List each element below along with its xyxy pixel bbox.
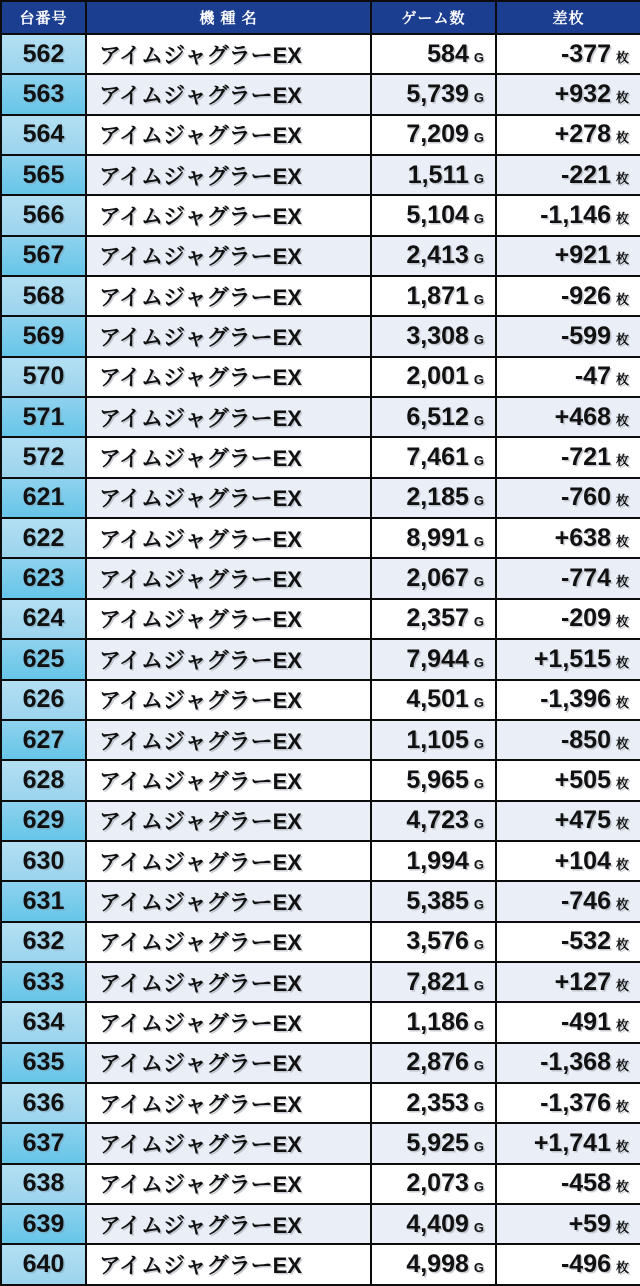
game-count-cell <box>371 195 496 235</box>
diff-medals-unit: 枚 <box>615 412 629 428</box>
game-count-value: 584 <box>427 39 469 68</box>
machine-number-cell: 624 <box>1 599 86 639</box>
game-count-unit: G <box>473 170 484 186</box>
machine-number-cell: 633 <box>1 962 86 1002</box>
model-name-cell: アイムジャグラーEX <box>86 680 371 720</box>
diff-medals-unit: 枚 <box>615 1260 629 1276</box>
diff-medals-unit: 枚 <box>615 614 629 630</box>
game-count-cell <box>371 357 496 397</box>
machine-number-cell: 569 <box>1 316 86 356</box>
diff-medals-cell <box>496 155 640 195</box>
game-count-unit: G <box>473 412 484 428</box>
game-count-unit: G <box>473 695 484 711</box>
diff-medals-value: -209 <box>560 604 611 633</box>
model-name-cell: アイムジャグラーEX <box>86 1043 371 1083</box>
model-name-cell: アイムジャグラーEX <box>86 397 371 437</box>
game-count-cell <box>371 397 496 437</box>
machine-number-cell: 571 <box>1 397 86 437</box>
column-header-machine-number: 台番号 <box>1 1 86 34</box>
table-row[interactable] <box>1 74 640 114</box>
machine-number-cell: 621 <box>1 478 86 518</box>
table-row[interactable] <box>1 437 640 477</box>
diff-medals-value: -774 <box>560 564 611 593</box>
diff-medals-unit: 枚 <box>615 493 629 509</box>
diff-medals-cell <box>496 397 640 437</box>
game-count-value: 4,409 <box>406 1209 469 1238</box>
game-count-cell <box>371 1083 496 1123</box>
diff-medals-unit: 枚 <box>615 937 629 953</box>
machine-number-cell: 629 <box>1 801 86 841</box>
diff-medals-value: -1,376 <box>540 1088 611 1117</box>
game-count-cell <box>371 558 496 598</box>
diff-medals-cell <box>496 518 640 558</box>
table-row[interactable] <box>1 115 640 155</box>
table-row[interactable] <box>1 518 640 558</box>
model-name-cell: アイムジャグラーEX <box>86 801 371 841</box>
table-row[interactable] <box>1 841 640 881</box>
game-count-unit: G <box>473 291 484 307</box>
diff-medals-cell <box>496 316 640 356</box>
machine-number-cell: 562 <box>1 34 86 74</box>
table-row[interactable] <box>1 760 640 800</box>
game-count-value: 2,876 <box>406 1048 469 1077</box>
game-count-unit: G <box>473 1138 484 1154</box>
game-count-unit: G <box>473 816 484 832</box>
table-body <box>1 34 640 1285</box>
column-header-model-name: 機 種 名 <box>86 1 371 34</box>
table-header <box>1 1 640 34</box>
model-name-cell: アイムジャグラーEX <box>86 599 371 639</box>
game-count-value: 2,073 <box>406 1169 469 1198</box>
table-row[interactable] <box>1 316 640 356</box>
machine-number-cell: 622 <box>1 518 86 558</box>
diff-medals-value: +921 <box>554 241 611 270</box>
game-count-value: 7,209 <box>406 120 469 149</box>
game-count-unit: G <box>473 1260 484 1276</box>
table-row[interactable] <box>1 720 640 760</box>
diff-medals-value: -1,146 <box>540 201 611 230</box>
machine-number-cell: 566 <box>1 195 86 235</box>
model-name-cell: アイムジャグラーEX <box>86 1244 371 1285</box>
game-count-cell <box>371 1204 496 1244</box>
table-row[interactable] <box>1 558 640 598</box>
table-row[interactable] <box>1 1123 640 1163</box>
machine-number-cell: 635 <box>1 1043 86 1083</box>
model-name-cell: アイムジャグラーEX <box>86 1083 371 1123</box>
diff-medals-value: -721 <box>560 443 611 472</box>
game-count-cell <box>371 1244 496 1285</box>
diff-medals-cell <box>496 195 640 235</box>
machine-number-cell: 637 <box>1 1123 86 1163</box>
diff-medals-value: +468 <box>554 402 611 431</box>
game-count-cell <box>371 437 496 477</box>
game-count-unit: G <box>473 90 484 106</box>
model-name-cell: アイムジャグラーEX <box>86 34 371 74</box>
game-count-unit: G <box>473 614 484 630</box>
game-count-value: 1,186 <box>406 1007 469 1036</box>
diff-medals-value: -377 <box>560 39 611 68</box>
table-row[interactable] <box>1 276 640 316</box>
game-count-cell <box>371 881 496 921</box>
game-count-unit: G <box>473 453 484 469</box>
game-count-value: 4,501 <box>406 685 469 714</box>
game-count-value: 3,576 <box>406 927 469 956</box>
diff-medals-unit: 枚 <box>615 977 629 993</box>
diff-medals-cell <box>496 74 640 114</box>
diff-medals-value: -1,396 <box>540 685 611 714</box>
diff-medals-cell <box>496 236 640 276</box>
game-count-unit: G <box>473 775 484 791</box>
game-count-cell <box>371 115 496 155</box>
game-count-unit: G <box>473 211 484 227</box>
diff-medals-value: -221 <box>560 160 611 189</box>
game-count-unit: G <box>473 1179 484 1195</box>
machine-number-cell: 632 <box>1 922 86 962</box>
model-name-cell: アイムジャグラーEX <box>86 236 371 276</box>
table-row[interactable] <box>1 1204 640 1244</box>
diff-medals-value: -850 <box>560 725 611 754</box>
game-count-value: 8,991 <box>406 523 469 552</box>
diff-medals-value: +59 <box>568 1209 611 1238</box>
diff-medals-cell <box>496 599 640 639</box>
game-count-value: 2,185 <box>406 483 469 512</box>
diff-medals-unit: 枚 <box>615 291 629 307</box>
diff-medals-unit: 枚 <box>615 90 629 106</box>
game-count-cell <box>371 74 496 114</box>
game-count-value: 5,925 <box>406 1128 469 1157</box>
diff-medals-cell <box>496 1083 640 1123</box>
game-count-unit: G <box>473 251 484 267</box>
diff-medals-cell <box>496 1204 640 1244</box>
machine-number-cell: 565 <box>1 155 86 195</box>
table-row[interactable] <box>1 478 640 518</box>
model-name-cell: アイムジャグラーEX <box>86 478 371 518</box>
model-name-cell: アイムジャグラーEX <box>86 760 371 800</box>
game-count-unit: G <box>473 896 484 912</box>
table-row[interactable] <box>1 1043 640 1083</box>
machine-number-cell: 630 <box>1 841 86 881</box>
diff-medals-cell <box>496 437 640 477</box>
diff-medals-unit: 枚 <box>615 1219 629 1235</box>
diff-medals-value: +278 <box>554 120 611 149</box>
model-name-cell: アイムジャグラーEX <box>86 437 371 477</box>
game-count-value: 5,739 <box>406 80 469 109</box>
diff-medals-unit: 枚 <box>615 130 629 146</box>
diff-medals-value: +1,515 <box>533 644 611 673</box>
game-count-value: 6,512 <box>406 402 469 431</box>
diff-medals-unit: 枚 <box>615 775 629 791</box>
model-name-cell: アイムジャグラーEX <box>86 558 371 598</box>
game-count-cell <box>371 236 496 276</box>
game-count-value: 7,821 <box>406 967 469 996</box>
diff-medals-unit: 枚 <box>615 251 629 267</box>
machine-number-cell: 564 <box>1 115 86 155</box>
diff-medals-unit: 枚 <box>615 1098 629 1114</box>
diff-medals-cell <box>496 922 640 962</box>
table-header-row <box>1 1 640 34</box>
game-count-value: 2,353 <box>406 1088 469 1117</box>
model-name-cell: アイムジャグラーEX <box>86 881 371 921</box>
table-row[interactable] <box>1 680 640 720</box>
diff-medals-cell <box>496 558 640 598</box>
diff-medals-value: -496 <box>560 1250 611 1279</box>
diff-medals-value: -532 <box>560 927 611 956</box>
game-count-unit: G <box>473 1017 484 1033</box>
machine-number-cell: 626 <box>1 680 86 720</box>
game-count-cell <box>371 922 496 962</box>
diff-medals-value: -47 <box>574 362 611 391</box>
game-count-value: 3,308 <box>406 322 469 351</box>
machine-number-cell: 627 <box>1 720 86 760</box>
game-count-unit: G <box>473 1098 484 1114</box>
machine-number-cell: 628 <box>1 760 86 800</box>
machine-number-cell: 639 <box>1 1204 86 1244</box>
machine-number-cell: 568 <box>1 276 86 316</box>
game-count-value: 2,067 <box>406 564 469 593</box>
game-count-value: 5,385 <box>406 886 469 915</box>
diff-medals-value: -599 <box>560 322 611 351</box>
diff-medals-value: +505 <box>554 765 611 794</box>
model-name-cell: アイムジャグラーEX <box>86 720 371 760</box>
model-name-cell: アイムジャグラーEX <box>86 1002 371 1042</box>
game-count-cell <box>371 801 496 841</box>
diff-medals-unit: 枚 <box>615 695 629 711</box>
game-count-unit: G <box>473 735 484 751</box>
game-count-unit: G <box>473 937 484 953</box>
diff-medals-value: -491 <box>560 1007 611 1036</box>
model-name-cell: アイムジャグラーEX <box>86 155 371 195</box>
game-count-cell <box>371 34 496 74</box>
game-count-value: 5,965 <box>406 765 469 794</box>
game-count-unit: G <box>473 1219 484 1235</box>
model-name-cell: アイムジャグラーEX <box>86 841 371 881</box>
game-count-cell <box>371 1002 496 1042</box>
table-row[interactable] <box>1 922 640 962</box>
diff-medals-value: -760 <box>560 483 611 512</box>
game-count-value: 2,357 <box>406 604 469 633</box>
model-name-cell: アイムジャグラーEX <box>86 639 371 679</box>
game-count-value: 4,723 <box>406 806 469 835</box>
model-name-cell: アイムジャグラーEX <box>86 1123 371 1163</box>
table-row[interactable] <box>1 1244 640 1285</box>
model-name-cell: アイムジャグラーEX <box>86 316 371 356</box>
diff-medals-cell <box>496 760 640 800</box>
game-count-cell <box>371 639 496 679</box>
diff-medals-unit: 枚 <box>615 1138 629 1154</box>
game-count-value: 1,105 <box>406 725 469 754</box>
diff-medals-unit: 枚 <box>615 49 629 65</box>
game-count-value: 2,413 <box>406 241 469 270</box>
diff-medals-value: +475 <box>554 806 611 835</box>
table-row[interactable] <box>1 195 640 235</box>
game-count-value: 2,001 <box>406 362 469 391</box>
diff-medals-cell <box>496 841 640 881</box>
game-count-cell <box>371 599 496 639</box>
diff-medals-value: +1,741 <box>533 1128 611 1157</box>
diff-medals-cell <box>496 1002 640 1042</box>
machine-number-cell: 625 <box>1 639 86 679</box>
game-count-cell <box>371 316 496 356</box>
table-row[interactable] <box>1 397 640 437</box>
table-row[interactable] <box>1 962 640 1002</box>
game-count-unit: G <box>473 130 484 146</box>
machine-number-cell: 638 <box>1 1164 86 1204</box>
diff-medals-cell <box>496 478 640 518</box>
diff-medals-unit: 枚 <box>615 332 629 348</box>
game-count-unit: G <box>473 332 484 348</box>
diff-medals-cell <box>496 720 640 760</box>
diff-medals-unit: 枚 <box>615 856 629 872</box>
game-count-unit: G <box>473 977 484 993</box>
column-header-game-count: ゲーム数 <box>371 1 496 34</box>
game-count-unit: G <box>473 654 484 670</box>
machine-number-cell: 631 <box>1 881 86 921</box>
diff-medals-unit: 枚 <box>615 896 629 912</box>
diff-medals-unit: 枚 <box>615 211 629 227</box>
game-count-cell <box>371 841 496 881</box>
game-count-unit: G <box>473 533 484 549</box>
model-name-cell: アイムジャグラーEX <box>86 1164 371 1204</box>
game-count-value: 1,994 <box>406 846 469 875</box>
diff-medals-unit: 枚 <box>615 654 629 670</box>
diff-medals-cell <box>496 1164 640 1204</box>
diff-medals-unit: 枚 <box>615 1179 629 1195</box>
table-row[interactable] <box>1 34 640 74</box>
table-row[interactable] <box>1 1083 640 1123</box>
diff-medals-cell <box>496 962 640 1002</box>
diff-medals-unit: 枚 <box>615 816 629 832</box>
diff-medals-value: +127 <box>554 967 611 996</box>
game-count-cell <box>371 1123 496 1163</box>
model-name-cell: アイムジャグラーEX <box>86 357 371 397</box>
model-name-cell: アイムジャグラーEX <box>86 74 371 114</box>
table-row[interactable] <box>1 1164 640 1204</box>
diff-medals-unit: 枚 <box>615 735 629 751</box>
diff-medals-cell <box>496 1043 640 1083</box>
game-count-value: 5,104 <box>406 201 469 230</box>
model-name-cell: アイムジャグラーEX <box>86 1204 371 1244</box>
diff-medals-unit: 枚 <box>615 533 629 549</box>
diff-medals-value: -1,368 <box>540 1048 611 1077</box>
game-count-unit: G <box>473 1058 484 1074</box>
diff-medals-cell <box>496 801 640 841</box>
model-name-cell: アイムジャグラーEX <box>86 922 371 962</box>
machine-number-cell: 623 <box>1 558 86 598</box>
game-count-value: 4,998 <box>406 1250 469 1279</box>
diff-medals-unit: 枚 <box>615 1017 629 1033</box>
model-name-cell: アイムジャグラーEX <box>86 115 371 155</box>
game-count-unit: G <box>473 493 484 509</box>
table-row[interactable] <box>1 639 640 679</box>
model-name-cell: アイムジャグラーEX <box>86 962 371 1002</box>
diff-medals-cell <box>496 276 640 316</box>
table-row[interactable] <box>1 236 640 276</box>
game-count-cell <box>371 1164 496 1204</box>
model-name-cell: アイムジャグラーEX <box>86 518 371 558</box>
game-count-value: 7,461 <box>406 443 469 472</box>
game-count-cell <box>371 518 496 558</box>
table-row[interactable] <box>1 801 640 841</box>
diff-medals-cell <box>496 680 640 720</box>
game-count-cell <box>371 720 496 760</box>
model-name-cell: アイムジャグラーEX <box>86 195 371 235</box>
diff-medals-value: -746 <box>560 886 611 915</box>
game-count-value: 7,944 <box>406 644 469 673</box>
diff-medals-cell <box>496 115 640 155</box>
machine-number-cell: 572 <box>1 437 86 477</box>
diff-medals-unit: 枚 <box>615 372 629 388</box>
table-row[interactable] <box>1 1002 640 1042</box>
table-row[interactable] <box>1 881 640 921</box>
diff-medals-unit: 枚 <box>615 1058 629 1074</box>
game-count-unit: G <box>473 856 484 872</box>
diff-medals-value: +932 <box>554 80 611 109</box>
diff-medals-unit: 枚 <box>615 170 629 186</box>
table-row[interactable] <box>1 155 640 195</box>
machine-number-cell: 567 <box>1 236 86 276</box>
diff-medals-value: +104 <box>554 846 611 875</box>
diff-medals-cell <box>496 639 640 679</box>
column-header-diff-medals: 差枚 <box>496 1 640 34</box>
diff-medals-value: +638 <box>554 523 611 552</box>
diff-medals-value: -458 <box>560 1169 611 1198</box>
game-count-cell <box>371 1043 496 1083</box>
machine-number-cell: 563 <box>1 74 86 114</box>
model-name-cell: アイムジャグラーEX <box>86 276 371 316</box>
diff-medals-cell <box>496 357 640 397</box>
machine-number-cell: 634 <box>1 1002 86 1042</box>
game-count-unit: G <box>473 49 484 65</box>
diff-medals-cell <box>496 1244 640 1285</box>
game-count-cell <box>371 962 496 1002</box>
diff-medals-cell <box>496 34 640 74</box>
diff-medals-cell <box>496 881 640 921</box>
game-count-unit: G <box>473 574 484 590</box>
diff-medals-value: -926 <box>560 281 611 310</box>
game-count-value: 1,871 <box>406 281 469 310</box>
game-count-value: 1,511 <box>407 160 469 189</box>
machine-number-cell: 636 <box>1 1083 86 1123</box>
game-count-cell <box>371 760 496 800</box>
diff-medals-unit: 枚 <box>615 574 629 590</box>
game-count-cell <box>371 680 496 720</box>
game-count-unit: G <box>473 372 484 388</box>
table-row[interactable] <box>1 599 640 639</box>
game-count-cell <box>371 478 496 518</box>
table-row[interactable] <box>1 357 640 397</box>
machine-number-cell: 640 <box>1 1244 86 1285</box>
machine-number-cell: 570 <box>1 357 86 397</box>
diff-medals-cell <box>496 1123 640 1163</box>
diff-medals-unit: 枚 <box>615 453 629 469</box>
game-count-cell <box>371 276 496 316</box>
game-count-cell <box>371 155 496 195</box>
